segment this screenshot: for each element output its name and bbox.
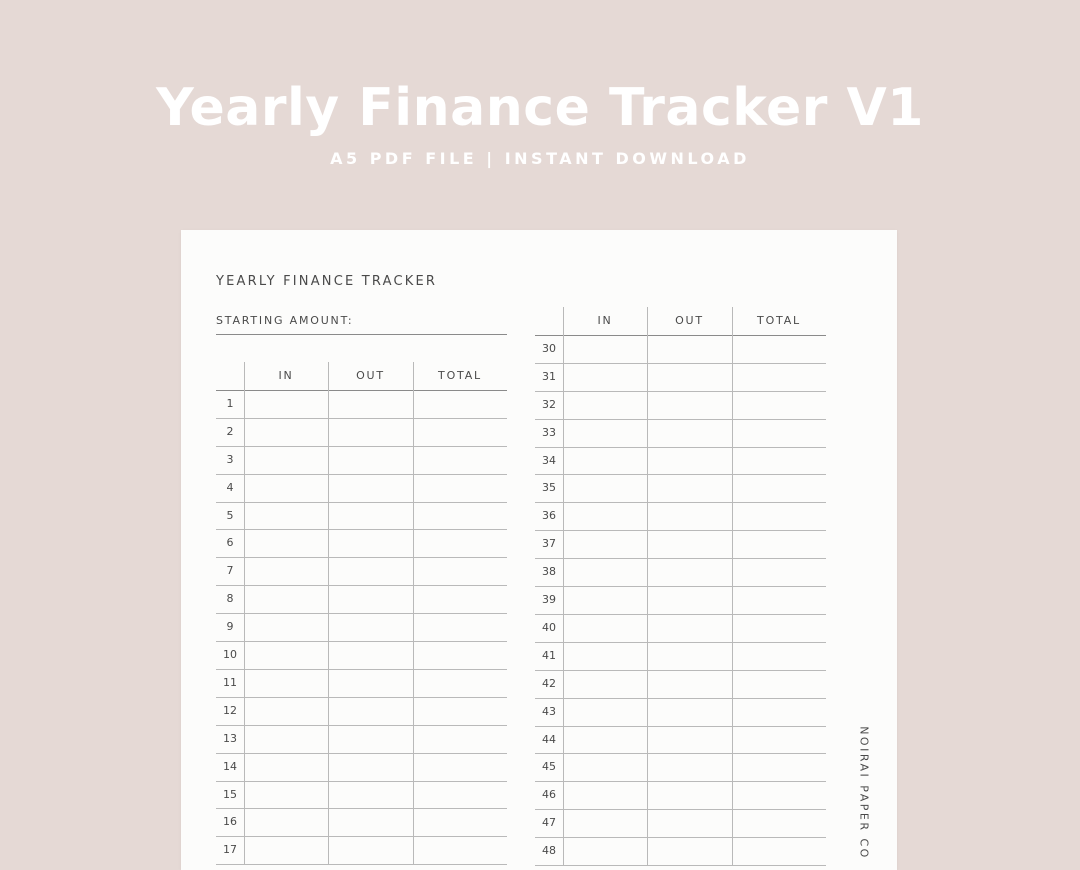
page-title: Yearly Finance Tracker V1 [156, 78, 924, 138]
row-rule [216, 502, 507, 503]
row-number: 7 [226, 564, 234, 578]
row-rule [216, 474, 507, 475]
row-number: 31 [542, 369, 556, 383]
row-number: 10 [223, 648, 237, 661]
row-number: 45 [542, 760, 556, 774]
column-header: TOTAL [438, 369, 482, 382]
row-rule [216, 557, 507, 558]
row-number: 11 [223, 675, 237, 689]
sheet-title: YEARLY FINANCE TRACKER [216, 274, 438, 289]
row-rule [216, 641, 507, 642]
row-number: 48 [542, 844, 556, 858]
row-rule [535, 474, 826, 475]
brand-label: NOIRAI PAPER CO [857, 726, 871, 860]
row-rule [535, 614, 826, 615]
row-rule [216, 725, 507, 726]
column-header: TOTAL [757, 314, 801, 327]
row-rule [535, 391, 826, 392]
column-rule [244, 362, 245, 864]
row-rule [535, 363, 826, 364]
row-rule [535, 642, 826, 643]
row-rule [216, 808, 507, 809]
row-rule [535, 530, 826, 531]
column-rule [328, 362, 329, 864]
row-number: 14 [223, 759, 237, 773]
row-number: 32 [542, 397, 556, 411]
row-number: 17 [223, 843, 237, 857]
row-rule [535, 335, 826, 336]
row-rule [216, 418, 507, 419]
column-header: OUT [356, 369, 385, 382]
row-rule [216, 529, 507, 530]
right-tracker-table [535, 307, 826, 865]
row-number: 42 [542, 676, 556, 690]
column-header: OUT [675, 314, 704, 327]
row-number: 35 [542, 481, 556, 495]
row-rule [535, 419, 826, 420]
row-number: 13 [223, 731, 237, 745]
row-rule [535, 586, 826, 587]
row-rule [216, 613, 507, 614]
row-number: 46 [542, 788, 556, 802]
column-rule [413, 362, 414, 864]
row-number: 33 [542, 425, 556, 439]
tracker-sheet [181, 230, 897, 870]
row-number: 15 [223, 787, 237, 801]
row-number: 44 [542, 732, 556, 746]
column-rule [647, 307, 648, 865]
starting-amount-line [216, 334, 507, 335]
row-rule [216, 864, 507, 865]
row-rule [535, 837, 826, 838]
column-rule [732, 307, 733, 865]
row-rule [535, 753, 826, 754]
row-number: 3 [226, 452, 234, 466]
column-header: IN [597, 314, 613, 327]
row-number: 6 [226, 536, 234, 550]
row-number: 37 [542, 537, 556, 551]
row-rule [216, 669, 507, 670]
row-number: 5 [226, 508, 234, 522]
row-rule [535, 698, 826, 699]
row-rule [535, 809, 826, 810]
column-header: IN [278, 369, 294, 382]
row-rule [535, 670, 826, 671]
row-rule [535, 726, 826, 727]
row-number: 8 [226, 592, 234, 606]
row-number: 1 [226, 396, 234, 410]
row-rule [216, 836, 507, 837]
page-subtitle: A5 PDF FILE | INSTANT DOWNLOAD [330, 149, 750, 168]
row-number: 47 [542, 816, 556, 830]
row-rule [216, 697, 507, 698]
row-number: 16 [223, 815, 237, 829]
row-number: 39 [542, 593, 556, 606]
row-number: 36 [542, 509, 556, 523]
row-number: 9 [226, 620, 234, 634]
row-number: 41 [542, 648, 556, 662]
row-number: 34 [542, 453, 556, 467]
row-rule [216, 753, 507, 754]
row-rule [216, 585, 507, 586]
row-rule [216, 390, 507, 391]
row-rule [535, 781, 826, 782]
row-number: 4 [226, 480, 234, 494]
row-rule [535, 502, 826, 503]
row-number: 12 [223, 703, 237, 717]
row-rule [535, 865, 826, 866]
row-rule [216, 781, 507, 782]
row-number: 38 [542, 565, 556, 579]
row-number: 43 [542, 704, 556, 718]
row-rule [535, 447, 826, 448]
row-rule [216, 446, 507, 447]
row-number: 40 [542, 620, 556, 634]
starting-amount-label: STARTING AMOUNT: [216, 314, 354, 327]
row-number: 30 [542, 341, 556, 355]
row-number: 2 [226, 424, 234, 438]
left-tracker-table [216, 362, 507, 864]
row-rule [535, 558, 826, 559]
column-rule [563, 307, 564, 865]
